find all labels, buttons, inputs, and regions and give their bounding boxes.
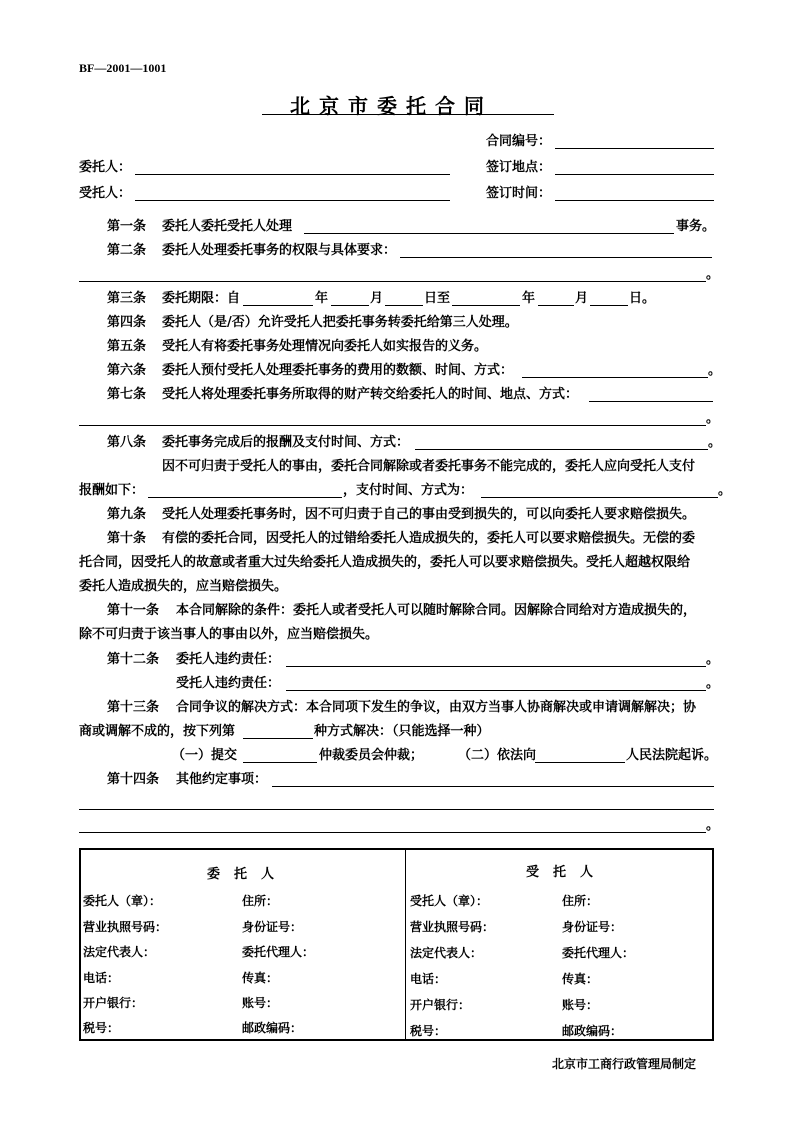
principal-license-label[interactable]: 营业执照号码： (83, 920, 168, 934)
clause-2-period: 。 (706, 267, 720, 282)
clause-2-field-2[interactable] (79, 281, 706, 282)
end-month-field[interactable] (538, 305, 574, 306)
sign-time-field[interactable] (555, 200, 714, 201)
contract-no-label: 合同编号： (486, 134, 552, 149)
option-1-end: 仲裁委员会仲裁； (319, 748, 424, 763)
principal-field[interactable] (135, 174, 450, 175)
clause-2-field-1[interactable] (400, 257, 712, 258)
clause-13-text: 合同争议的解决方式：本合同项下发生的争议，由双方当事人协商解决或申请调解解决；协 (176, 700, 697, 715)
clause-1-field[interactable] (304, 233, 674, 234)
clause-8-period: 。 (708, 435, 722, 450)
sign-place-field[interactable] (555, 174, 714, 175)
principal-tax-label[interactable]: 税号： (83, 1021, 120, 1035)
principal-phone-label[interactable]: 电话： (83, 971, 120, 985)
agent-agent-label[interactable]: 委托代理人： (562, 946, 635, 960)
sign-place-label: 签订地点： (486, 160, 552, 175)
start-day-label: 日至 (424, 291, 451, 306)
clause-1-number: 第一条 (107, 219, 147, 234)
form-code: BF—2001—1001 (79, 61, 167, 75)
clause-14-period: 。 (706, 818, 720, 833)
clause-14-text: 其他约定事项： (176, 772, 268, 787)
clause-11-line-2: 除不可归责于该当事人的事由以外，应当赔偿损失。 (79, 627, 379, 642)
start-year-label: 年 (315, 291, 329, 306)
principal-id-label[interactable]: 身份证号： (242, 920, 303, 934)
clause-12-agent-label: 受托人违约责任： (176, 676, 281, 691)
start-month-field[interactable] (331, 305, 369, 306)
agent-tax-label[interactable]: 税号： (410, 1024, 447, 1038)
clause-8-number: 第八条 (107, 435, 147, 450)
clause-8-text: 委托事务完成后的报酬及支付时间、方式： (162, 435, 410, 450)
end-day-field[interactable] (590, 305, 628, 306)
title-underline (262, 114, 554, 115)
clause-3-number: 第三条 (107, 291, 147, 306)
principal-seal-label[interactable]: 委托人（章）： (83, 894, 162, 908)
start-year-field[interactable] (243, 305, 313, 306)
other-terms-field-2[interactable] (79, 809, 714, 810)
start-day-field[interactable] (385, 305, 423, 306)
clause-10-number: 第十条 (107, 531, 147, 546)
sign-time-label: 签订时间： (486, 186, 552, 201)
issuer-footer: 北京市工商行政管理局制定 (552, 1057, 697, 1071)
contract-no-field[interactable] (555, 148, 714, 149)
clause-12-period-2: 。 (706, 676, 720, 691)
principal-fax-label[interactable]: 传真： (242, 971, 279, 985)
dispute-option-field[interactable] (243, 738, 313, 739)
clause-8-field-1[interactable] (415, 449, 708, 450)
agent-fax-label[interactable]: 传真： (562, 972, 599, 986)
clause-7-number: 第七条 (107, 387, 147, 402)
clause-8-line-3-label: 报酬如下： (79, 483, 145, 498)
agent-legal-rep-label[interactable]: 法定代表人： (410, 946, 483, 960)
clause-12-number: 第十二条 (107, 652, 160, 667)
remuneration-field[interactable] (148, 497, 342, 498)
option-1-start: （一）提交 (172, 748, 238, 763)
end-year-label: 年 (522, 291, 536, 306)
principal-postal-label[interactable]: 邮政编码： (242, 1021, 303, 1035)
clause-13-number: 第十三条 (107, 700, 160, 715)
option-2-end: 人民法院起诉。 (626, 748, 718, 763)
end-day-label: 日。 (629, 291, 656, 306)
principal-legal-rep-label[interactable]: 法定代表人： (83, 945, 156, 959)
agent-phone-label[interactable]: 电话： (410, 972, 447, 986)
agent-id-label[interactable]: 身份证号： (562, 920, 623, 934)
agent-bank-label[interactable]: 开户银行： (410, 998, 471, 1012)
start-month-label: 月 (370, 291, 384, 306)
principal-account-label[interactable]: 账号： (242, 996, 279, 1010)
clause-7-text: 受托人将处理委托事务所取得的财产转交给委托人的时间、地点、方式： (162, 387, 579, 402)
clause-10-line-2: 托合同，因受托人的故意或者重大过失给委托人造成损失的，委托人可以要求赔偿损失。受托人超越权限给 (79, 555, 691, 570)
agent-license-label[interactable]: 营业执照号码： (410, 920, 495, 934)
clause-1-tail: 事务。 (676, 219, 716, 234)
clause-8-line-2: 因不可归责于受托人的事由，委托合同解除或者委托事务不能完成的，委托人应向受托人支付 (162, 459, 696, 474)
clause-6-number: 第六条 (107, 363, 147, 378)
clause-7-period: 。 (706, 411, 720, 426)
end-year-field[interactable] (452, 305, 520, 306)
agent-label: 受托人： (79, 186, 132, 201)
agent-heading: 受托人 (526, 865, 608, 880)
principal-agent-label[interactable]: 委托代理人： (242, 945, 315, 959)
clause-9-number: 第九条 (107, 507, 147, 522)
clause-6-field[interactable] (522, 377, 708, 378)
clause-10-line-3: 委托人造成损失的，应当赔偿损失。 (79, 579, 288, 594)
end-month-label: 月 (575, 291, 589, 306)
principal-bank-label[interactable]: 开户银行： (83, 996, 144, 1010)
clause-2-number: 第二条 (107, 243, 147, 258)
clause-8-period-2: 。 (718, 483, 732, 498)
signature-table (79, 848, 714, 1041)
clause-12-principal-label: 委托人违约责任： (176, 652, 281, 667)
clause-4-number: 第四条 (107, 315, 147, 330)
option-2-start: （二）依法向 (458, 748, 537, 763)
arbitration-commission-field[interactable] (243, 762, 317, 763)
payment-method-field[interactable] (481, 497, 718, 498)
other-terms-field-1[interactable] (272, 786, 714, 787)
clause-13-line-2-end: 种方式解决：（只能选择一种） (314, 724, 490, 739)
clause-3-text: 委托期限：自 (162, 291, 241, 306)
clause-14-number: 第十四条 (107, 772, 160, 787)
court-field[interactable] (535, 762, 625, 763)
clause-10-text: 有偿的委托合同，因受托人的过错给委托人造成损失的，委托人可以要求赔偿损失。无偿的委 (162, 531, 696, 546)
clause-11-text: 本合同解除的条件：委托人或者受托人可以随时解除合同。因解除合同给对方造成损失的， (176, 603, 697, 618)
agent-postal-label[interactable]: 邮政编码： (562, 1024, 623, 1038)
principal-address-label[interactable]: 住所： (242, 894, 279, 908)
clause-8-line-3-mid: ，支付时间、方式为： (343, 483, 474, 498)
signature-divider (405, 850, 406, 1039)
other-terms-field-3[interactable] (79, 832, 706, 833)
clause-12-period-1: 。 (706, 652, 720, 667)
agent-account-label[interactable]: 账号： (562, 998, 599, 1012)
clause-5-text: 受托人有将委托事务处理情况向委托人如实报告的义务。 (162, 339, 488, 354)
clause-6-period: 。 (708, 363, 722, 378)
clause-7-field-1[interactable] (589, 401, 713, 402)
clause-11-number: 第十一条 (107, 603, 160, 618)
principal-label: 委托人： (79, 160, 132, 175)
agent-seal-label[interactable]: 受托人（章）： (410, 894, 489, 908)
clause-6-text: 委托人预付受托人处理委托事务的费用的数额、时间、方式： (162, 363, 514, 378)
clause-5-number: 第五条 (107, 339, 147, 354)
clause-2-text: 委托人处理委托事务的权限与具体要求： (162, 243, 397, 258)
page-title: 北京市委托合同 (290, 94, 493, 118)
agent-address-label[interactable]: 住所： (562, 894, 599, 908)
principal-liability-field[interactable] (286, 666, 706, 667)
agent-liability-field[interactable] (286, 690, 706, 691)
agent-field[interactable] (135, 200, 450, 201)
clause-9-text: 受托人处理委托事务时，因不可归责于自己的事由受到损失的，可以向委托人要求赔偿损失。 (162, 507, 696, 522)
principal-heading: 委托人 (207, 867, 289, 882)
clause-13-line-2-start: 商或调解不成的，按下列第 (79, 724, 236, 739)
clause-1-text: 委托人委托受托人处理 (162, 219, 293, 234)
clause-4-text: 委托人（是/否）允许受托人把委托事务转委托给第三人处理。 (162, 315, 518, 330)
clause-7-field-2[interactable] (79, 425, 706, 426)
